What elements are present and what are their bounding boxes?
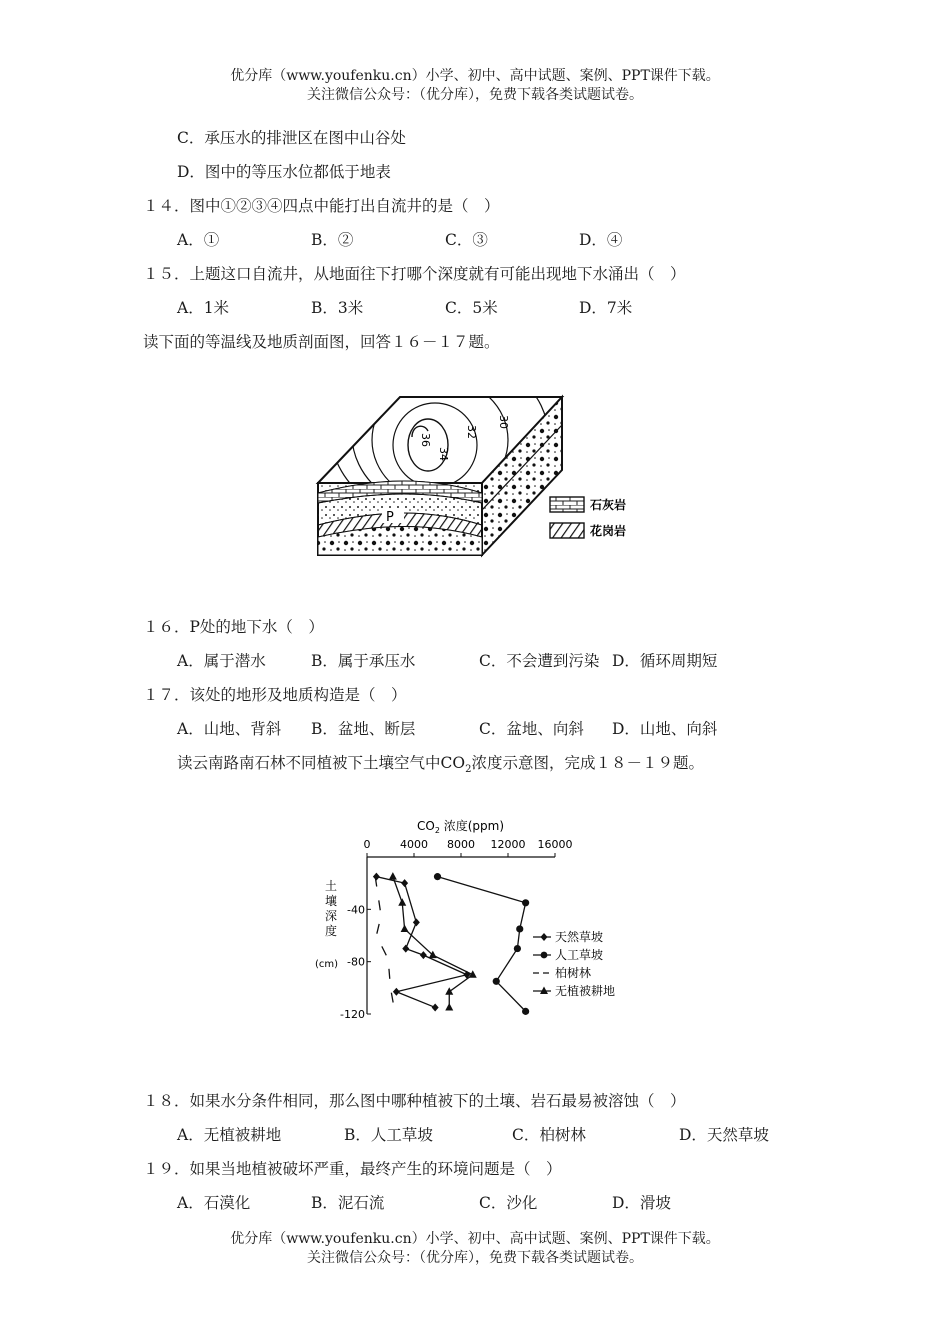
question-16-option-d: D．循环周期短 (612, 652, 718, 670)
chart-x-tick-label: 4000 (400, 838, 428, 851)
question-17-option-c: C．盆地、向斜 (479, 720, 584, 738)
option-c-prev: C．承压水的排泄区在图中山谷处 (177, 129, 406, 147)
isotherm-label-32: 32 (465, 425, 478, 439)
chart-title-main: CO (417, 819, 435, 833)
question-16-option-c: C．不会遭到污染 (479, 652, 600, 670)
chart-x-tick-label: 8000 (447, 838, 475, 851)
series-point (401, 924, 409, 932)
co2-concentration-chart (305, 812, 645, 1027)
series-point (445, 1003, 453, 1011)
chart-x-tick-label: 12000 (490, 838, 526, 851)
series-point (401, 879, 408, 887)
question-14-option-d: D．④ (579, 231, 623, 249)
chart-title-rest: 浓度(ppm) (439, 819, 505, 833)
series-point (516, 925, 523, 932)
series-point (413, 918, 420, 926)
question-17-option-d: D．山地、向斜 (612, 720, 718, 738)
question-15-option-c: C．5米 (445, 299, 498, 317)
question-16-option-a: A．属于潜水 (177, 652, 266, 670)
question-15-option-b: B．3米 (311, 299, 364, 317)
question-15-option-a: A．1米 (177, 299, 230, 317)
series-line-3 (375, 877, 395, 1014)
chart-title-sub: 2 (434, 826, 440, 835)
question-19-option-a: A．石漠化 (177, 1194, 251, 1212)
question-18-option-d: D．天然草坡 (679, 1126, 769, 1144)
chart-ylabel-unit: (cm) (315, 959, 339, 970)
legend-limestone-swatch (550, 497, 584, 512)
question-15-option-d: D．7米 (579, 299, 633, 317)
legend-label: 天然草坡 (555, 930, 604, 944)
question-17-option-b: B．盆地、断层 (311, 720, 416, 738)
question-18-option-c: C．柏树林 (512, 1126, 586, 1144)
series-point (493, 978, 500, 985)
intro-16-17: 读下面的等温线及地质剖面图，回答１６－１７题。 (143, 333, 500, 351)
legend-marker (541, 952, 548, 959)
chart-ylabel-char-3: 深 (325, 909, 338, 923)
question-18-option-b: B．人工草坡 (344, 1126, 433, 1144)
series-point (373, 873, 380, 881)
series-point (420, 951, 427, 959)
question-18-stem: １８．如果水分条件相同，那么图中哪种植被下的土壤、岩石最易被溶蚀（ ） (143, 1092, 686, 1110)
legend-label: 柏树林 (555, 966, 592, 980)
series-point (522, 899, 529, 906)
question-14-option-c: C．③ (445, 231, 488, 249)
series-point (434, 873, 441, 880)
question-17-stem: １７．该处的地形及地质构造是（ ） (143, 686, 407, 704)
chart-ylabel-char-4: 度 (325, 924, 338, 938)
footer-line-2: 关注微信公众号：（优分库），免费下载各类试题试卷。 (307, 1250, 643, 1266)
option-d-prev: D．图中的等压水位都低于地表 (177, 163, 391, 181)
chart-title (417, 818, 504, 835)
question-17-option-a: A．山地、背斜 (177, 720, 282, 738)
chart-y-tick-label: -40 (347, 903, 365, 917)
isotherm-label-36: 36 (419, 433, 432, 447)
question-14-stem: １４．图中①②③④四点中能打出自流井的是（ ） (143, 197, 500, 215)
legend-marker (541, 933, 548, 941)
footer-line-1: 优分库（www.youfenku.cn）小学、初中、高中试题、案例、PPT课件下载。 (230, 1231, 720, 1247)
series-point (389, 872, 397, 880)
intro-18-after: 浓度示意图，完成１８－１９题。 (471, 754, 704, 772)
legend-label: 无植被耕地 (555, 984, 616, 998)
question-19-option-c: C．沙化 (479, 1194, 538, 1212)
chart-ylabel-char-2: 壤 (325, 894, 338, 908)
series-line-1 (376, 877, 466, 1008)
series-point (514, 945, 521, 952)
geologic-block-diagram (300, 385, 645, 560)
header-line-2: 关注微信公众号：（优分库），免费下载各类试题试卷。 (307, 87, 643, 103)
legend-label: 人工草坡 (555, 948, 604, 962)
series-point (402, 945, 409, 953)
question-14-option-a: A．① (177, 231, 220, 249)
intro-18-19 (177, 751, 704, 775)
isotherm-label-30: 30 (497, 415, 510, 429)
series-point (445, 987, 453, 995)
intro-18-sub: 2 (465, 764, 472, 776)
question-18-option-a: A．无植被耕地 (177, 1126, 282, 1144)
question-15-stem: １５．上题这口自流井，从地面往下打哪个深度就有可能出现地下水涌出（ ） (143, 265, 686, 283)
series-line-4 (393, 877, 473, 1008)
intro-18-before: 读云南路南石林不同植被下土壤空气中CO (177, 754, 466, 772)
header-line-1: 优分库（www.youfenku.cn）小学、初中、高中试题、案例、PPT课件下载。 (230, 68, 720, 84)
chart-y-tick-label: -120 (340, 1008, 365, 1021)
series-point (398, 898, 406, 906)
legend-granite-label: 花岗岩 (590, 524, 627, 538)
question-16-option-b: B．属于承压水 (311, 652, 416, 670)
question-14-option-b: B．② (311, 231, 354, 249)
legend-marker (540, 987, 548, 995)
series-point (522, 1008, 529, 1015)
chart-ylabel-char-1: 土 (325, 879, 338, 893)
series-point (393, 988, 400, 996)
legend-granite-swatch (550, 523, 584, 538)
series-point (432, 1003, 439, 1011)
isotherm-label-34: 34 (437, 447, 450, 461)
chart-x-tick-label: 16000 (537, 838, 573, 851)
question-19-stem: １９．如果当地植被破坏严重，最终产生的环境问题是（ ） (143, 1160, 562, 1178)
chart-ylabel (315, 878, 338, 970)
chart-x-tick-label: 0 (363, 838, 371, 851)
legend-limestone-label: 石灰岩 (590, 498, 627, 512)
point-p-label: P (386, 510, 394, 525)
question-19-option-b: B．泥石流 (311, 1194, 385, 1212)
question-19-option-d: D．滑坡 (612, 1194, 671, 1212)
question-16-stem: １６．P处的地下水（ ） (143, 618, 324, 636)
chart-y-tick-label: -80 (347, 955, 365, 969)
